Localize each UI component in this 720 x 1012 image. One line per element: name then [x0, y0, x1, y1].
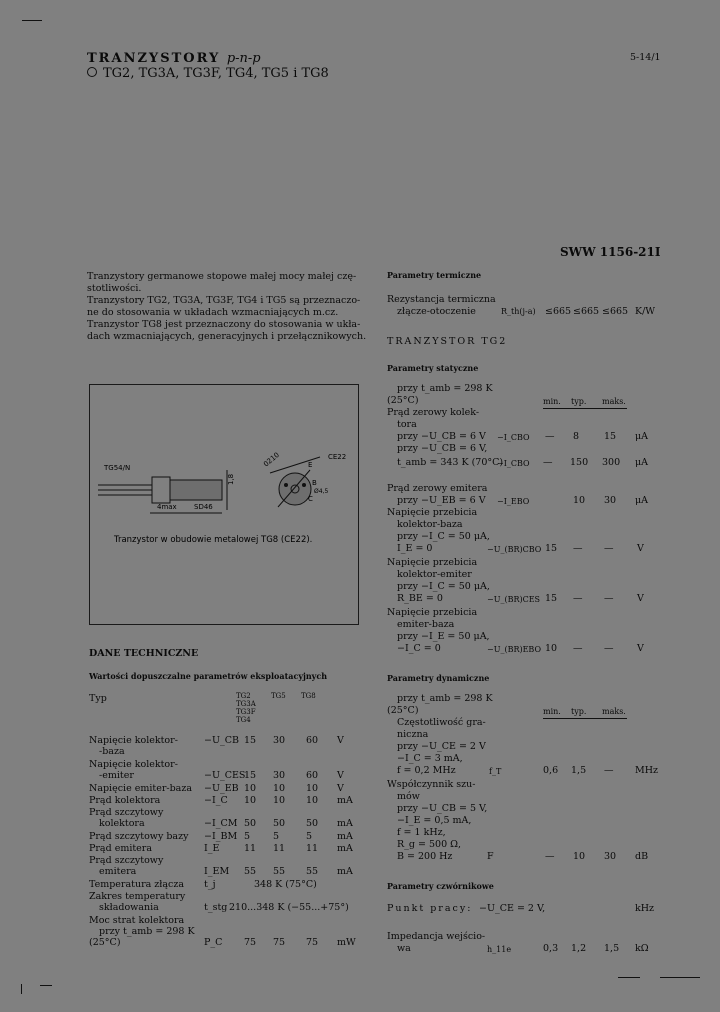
ft-symbol: f_T: [489, 767, 502, 776]
row-symbol: −U_EB: [204, 783, 239, 794]
icbo-val: —: [545, 431, 555, 442]
row-val: 75: [306, 937, 319, 948]
hie-unit: kΩ: [635, 943, 649, 954]
icbo-val: 150: [570, 457, 589, 468]
corner-mark-bottom-left: [40, 985, 52, 986]
row-val: 55: [273, 866, 286, 877]
ueb-label: Napięcie przebicia: [387, 607, 478, 618]
row-val: 60: [306, 770, 319, 781]
uce-cond2: R_BE = 0: [397, 593, 443, 604]
thermal-symbol: R_th(j-a): [501, 307, 536, 316]
ueb-unit: V: [637, 643, 644, 654]
can-body: [170, 480, 222, 500]
edge-tick: [21, 984, 22, 994]
row-label: Napięcie kolektor-: [89, 759, 178, 770]
label-e: E: [308, 461, 313, 469]
icbo-label2: tora: [397, 419, 417, 430]
icbo-symbol: −I_CBO: [497, 433, 530, 442]
hie-label2: wa: [397, 943, 411, 954]
quad-title: Parametry czwórnikowe: [387, 881, 494, 891]
icbo-unit: μA: [635, 431, 649, 442]
row-label2: składowania: [99, 902, 159, 913]
row-label: Prąd szczytowy: [89, 807, 164, 818]
nf-val: 30: [604, 851, 617, 862]
ucb-val: —: [573, 543, 583, 554]
nf-cond3: f = 1 kHz,: [397, 827, 446, 838]
row-val: 5: [273, 831, 280, 842]
corner-mark-bottom-right-2: [660, 977, 700, 978]
uce-unit: V: [637, 593, 644, 604]
static-cond: przy t_amb = 298 K: [397, 383, 493, 394]
head-min: min.: [543, 397, 561, 406]
ft-cond: przy −U_CE = 2 V: [397, 741, 486, 752]
thermal-val: ≤665: [573, 306, 600, 317]
static-cond2: (25°C): [387, 395, 419, 406]
table-row-temp-junction: [89, 879, 369, 891]
nf-cond4: R_g = 500 Ω,: [397, 839, 462, 850]
row-val: 11: [306, 843, 319, 854]
row-val: 50: [306, 818, 319, 829]
table-row-temp-storage: [89, 891, 369, 915]
col-head: TG3F: [236, 708, 256, 716]
table-row: [89, 831, 369, 843]
iebo-cond: przy −U_EB = 6 V: [397, 495, 486, 506]
row-symbol: −I_C: [204, 795, 228, 806]
label-pitch: 1,8: [227, 473, 235, 485]
dyn-title: Parametry dynamiczne: [387, 673, 490, 683]
row-symbol: P_C: [204, 937, 223, 948]
intro-text: [87, 271, 366, 343]
icbo-val: 15: [604, 431, 617, 442]
iebo-val: 10: [573, 495, 586, 506]
op-unit: kHz: [635, 903, 655, 914]
ucb-val: 15: [545, 543, 558, 554]
row-label2: przy t_amb = 298 K: [99, 926, 195, 937]
col-head-group1: [236, 692, 256, 724]
head-max: maks.: [602, 397, 626, 406]
row-unit: V: [337, 783, 344, 794]
can-flange: [152, 477, 170, 503]
row-symbol: I_E: [204, 843, 220, 854]
intro-line: Tranzystory TG2, TG3A, TG3F, TG4 i TG5 są przeznaczo-: [87, 295, 361, 306]
row-val: 5: [306, 831, 313, 842]
table-row: [89, 807, 369, 831]
row-label: Temperatura złącza: [89, 879, 185, 890]
row-val: 10: [306, 783, 319, 794]
intro-line: Tranzystory germanowe stopowe małej mocy małej czę-: [87, 271, 357, 282]
intro-line: stotliwości.: [87, 283, 142, 294]
row-unit: mW: [337, 937, 356, 948]
row-label: Napięcie kolektor-: [89, 735, 178, 746]
row-val: 55: [306, 866, 319, 877]
standard-number: SWW 1156-21I: [560, 245, 661, 259]
head-typ: typ.: [571, 397, 587, 406]
tech-title: DANE TECHNICZNE: [89, 648, 199, 659]
row-val: 15: [244, 770, 257, 781]
table-row: [89, 759, 369, 783]
ft-cond3: f = 0,2 MHz: [397, 765, 456, 776]
thermal-val: ≤665: [545, 306, 572, 317]
thermal-title: Parametry termiczne: [387, 270, 482, 280]
row-val: 75: [273, 937, 286, 948]
row-symbol: I_EM: [204, 866, 230, 877]
dyn-head-min: min.: [543, 707, 561, 716]
package-drawing: [90, 385, 358, 624]
ft-label: Częstotliwość gra-: [397, 717, 486, 728]
row-unit: V: [337, 735, 344, 746]
row-unit: V: [337, 770, 344, 781]
row-unit: mA: [337, 818, 353, 829]
uce-label2: kolektor-emiter: [397, 569, 472, 580]
row-val: 10: [273, 795, 286, 806]
ucb-cond2: I_E = 0: [397, 543, 433, 554]
row-val: 10: [306, 795, 319, 806]
icbo-cond2: przy −U_CB = 6 V,: [397, 443, 488, 454]
nf-val: 10: [573, 851, 586, 862]
icbo-label: Prąd zerowy kolek-: [387, 407, 480, 418]
icbo-symbol2: −I_CBO: [497, 459, 530, 468]
row-val: 60: [306, 735, 319, 746]
row-unit: mA: [337, 843, 353, 854]
table-row: [89, 735, 369, 759]
intro-line: Tranzystor TG8 jest przeznaczony do stosowania w ukła-: [87, 319, 361, 330]
row-label: Prąd szczytowy: [89, 855, 164, 866]
thermal-unit: K/W: [635, 306, 656, 317]
ft-unit: MHz: [635, 765, 659, 776]
ueb-val: —: [573, 643, 583, 654]
nf-unit: dB: [635, 851, 649, 862]
uce-val: —: [604, 593, 614, 604]
row-label: Prąd emitera: [89, 843, 153, 854]
row-symbol: t_stg: [204, 902, 228, 913]
hie-label: Impedancja wejścio-: [387, 931, 486, 942]
thermal-label: Rezystancja termiczna: [387, 294, 496, 305]
uce-val: —: [573, 593, 583, 604]
table-row: [89, 795, 369, 807]
table-row-power: [89, 915, 369, 951]
row-label2: -emiter: [99, 770, 134, 781]
icbo-val: 8: [573, 431, 580, 442]
row-val: 348 K (75°C): [254, 879, 317, 890]
package-figure: [89, 384, 359, 625]
subtitle-text: TG2, TG3A, TG3F, TG4, TG5 i TG8: [103, 66, 329, 81]
nf-cond5: B = 200 Hz: [397, 851, 453, 862]
row-val: 50: [273, 818, 286, 829]
row-val: 75: [244, 937, 257, 948]
corner-mark-top-left: [22, 20, 42, 21]
intro-line: ne do stosowania w układach wzmacniających m.cz.: [87, 307, 339, 318]
iebo-unit: μA: [635, 495, 649, 506]
label-len: 4max: [157, 503, 177, 511]
ueb-cond: przy −I_E = 50 μA,: [397, 631, 490, 642]
row-unit: mA: [337, 795, 353, 806]
ueb-val: 10: [545, 643, 558, 654]
label-lead: TG54/N: [104, 464, 131, 472]
row-unit: mA: [337, 831, 353, 842]
ucb-label: Napięcie przebicia: [387, 507, 478, 518]
nf-symbol: F: [487, 851, 494, 862]
ucb-label2: kolektor-baza: [397, 519, 463, 530]
tg2-title: TRANZYSTOR TG2: [387, 336, 508, 347]
row-val: 55: [244, 866, 257, 877]
iebo-val: 30: [604, 495, 617, 506]
label-tab: CE22: [328, 453, 347, 461]
row-label3: (25°C): [89, 937, 121, 948]
nf-cond2: −I_E = 0,5 mA,: [397, 815, 472, 826]
hie-symbol: h_11e: [487, 945, 512, 954]
row-val: 30: [273, 770, 286, 781]
figure-caption: Tranzystor w obudowie metalowej TG8 (CE22).: [114, 535, 313, 545]
row-val: 30: [273, 735, 286, 746]
ueb-val: —: [604, 643, 614, 654]
nf-cond: przy −U_CB = 5 V,: [397, 803, 488, 814]
row-label2: -baza: [99, 746, 125, 757]
ft-cond2: −I_C = 3 mA,: [397, 753, 463, 764]
uce-cond: przy −I_C = 50 μA,: [397, 581, 490, 592]
col-head-tg8: TG8: [301, 692, 316, 700]
thermal-val: ≤665: [602, 306, 629, 317]
uce-symbol: −U_(BR)CES: [487, 595, 541, 604]
label-c: C: [308, 495, 313, 503]
ueb-symbol: −U_(BR)EBO: [487, 645, 542, 654]
col-head: TG2: [236, 692, 251, 700]
icbo-val: 300: [602, 457, 621, 468]
row-val: 210...348 K (−55...+75°): [229, 902, 349, 913]
static-title: Parametry statyczne: [387, 363, 479, 373]
hie-val: 1,5: [604, 943, 620, 954]
hie-val: 0,3: [543, 943, 559, 954]
table-row: [89, 783, 369, 795]
dyn-head-underline: [543, 718, 627, 719]
col-head: TG3A: [236, 700, 256, 708]
label-dia: SD46: [194, 503, 213, 511]
row-unit: mA: [337, 866, 353, 877]
row-symbol: −U_CES: [204, 770, 246, 781]
pin-e: [284, 483, 288, 487]
col-head: TG4: [236, 716, 251, 724]
row-label: Zakres temperatury: [89, 891, 186, 902]
op-value: −U_CE = 2 V,: [479, 903, 546, 914]
row-val: 10: [244, 783, 257, 794]
row-label2: emitera: [99, 866, 137, 877]
row-label: Moc strat kolektora: [89, 915, 185, 926]
doc-subtitle: [87, 66, 329, 81]
nf-val: —: [545, 851, 555, 862]
doc-title: [87, 51, 261, 66]
col-head-tg5: TG5: [271, 692, 286, 700]
row-symbol: −I_CM: [204, 818, 238, 829]
row-label: Napięcie emiter-baza: [89, 783, 192, 794]
label-pin: Ø4,5: [314, 488, 329, 495]
col-typ: Typ: [89, 693, 107, 704]
tech-table: [89, 735, 369, 951]
thermal-label2: złącze-otoczenie: [397, 306, 476, 317]
row-val: 50: [244, 818, 257, 829]
row-val: 10: [273, 783, 286, 794]
bullet-icon: [87, 67, 97, 77]
iebo-label: Prąd zerowy emitera: [387, 483, 488, 494]
icbo-val: —: [543, 457, 553, 468]
ucb-cond: przy −I_C = 50 μA,: [397, 531, 490, 542]
row-symbol: −I_BM: [204, 831, 238, 842]
row-symbol: t_j: [204, 879, 216, 890]
ft-val: —: [604, 765, 614, 776]
corner-mark-bottom-right: [618, 977, 640, 978]
row-symbol: −U_CB: [204, 735, 239, 746]
head-underline: [543, 408, 627, 409]
ft-label2: niczna: [397, 729, 429, 740]
hie-val: 1,2: [571, 943, 587, 954]
icbo-cond3: t_amb = 343 K (70°C): [397, 457, 504, 468]
title-main: TRANZYSTORY: [87, 51, 221, 66]
row-val: 15: [244, 735, 257, 746]
label-b: B: [312, 479, 317, 487]
ft-val: 1,5: [571, 765, 587, 776]
row-val: 10: [244, 795, 257, 806]
ft-val: 0,6: [543, 765, 559, 776]
dyn-head-max: maks.: [602, 707, 626, 716]
row-val: 5: [244, 831, 251, 842]
icbo-cond: przy −U_CB = 6 V: [397, 431, 486, 442]
title-type: p-n-p: [226, 51, 261, 66]
dyn-cond: przy t_amb = 298 K: [397, 693, 493, 704]
row-label: Prąd kolektora: [89, 795, 161, 806]
table-row: [89, 855, 369, 879]
uce-val: 15: [545, 593, 558, 604]
page-ref: 5-14/1: [630, 52, 661, 63]
ucb-unit: V: [637, 543, 644, 554]
intro-line: dach wzmacniających, generacyjnych i przełącznikowych.: [87, 331, 367, 342]
icbo-unit: μA: [635, 457, 649, 468]
uce-label: Napięcie przebicia: [387, 557, 478, 568]
row-label2: kolektora: [99, 818, 145, 829]
label-ang: 0210: [262, 450, 281, 469]
row-val: 11: [273, 843, 286, 854]
nf-label: Współczynnik szu-: [387, 779, 476, 790]
ucb-val: —: [604, 543, 614, 554]
table-row: [89, 843, 369, 855]
ucb-symbol: −U_(BR)CBO: [487, 545, 542, 554]
nf-label2: mów: [397, 791, 420, 802]
dyn-cond2: (25°C): [387, 705, 419, 716]
row-val: 11: [244, 843, 257, 854]
ueb-label2: emiter-baza: [397, 619, 455, 630]
dyn-head-typ: typ.: [571, 707, 587, 716]
tech-subtitle: Wartości dopuszczalne parametrów eksploatacyjnych: [89, 671, 328, 681]
iebo-symbol: −I_EBO: [497, 497, 530, 506]
pin-c: [302, 483, 306, 487]
ueb-cond2: −I_C = 0: [397, 643, 441, 654]
row-label: Prąd szczytowy bazy: [89, 831, 189, 842]
op-label: Punkt pracy:: [387, 903, 473, 914]
